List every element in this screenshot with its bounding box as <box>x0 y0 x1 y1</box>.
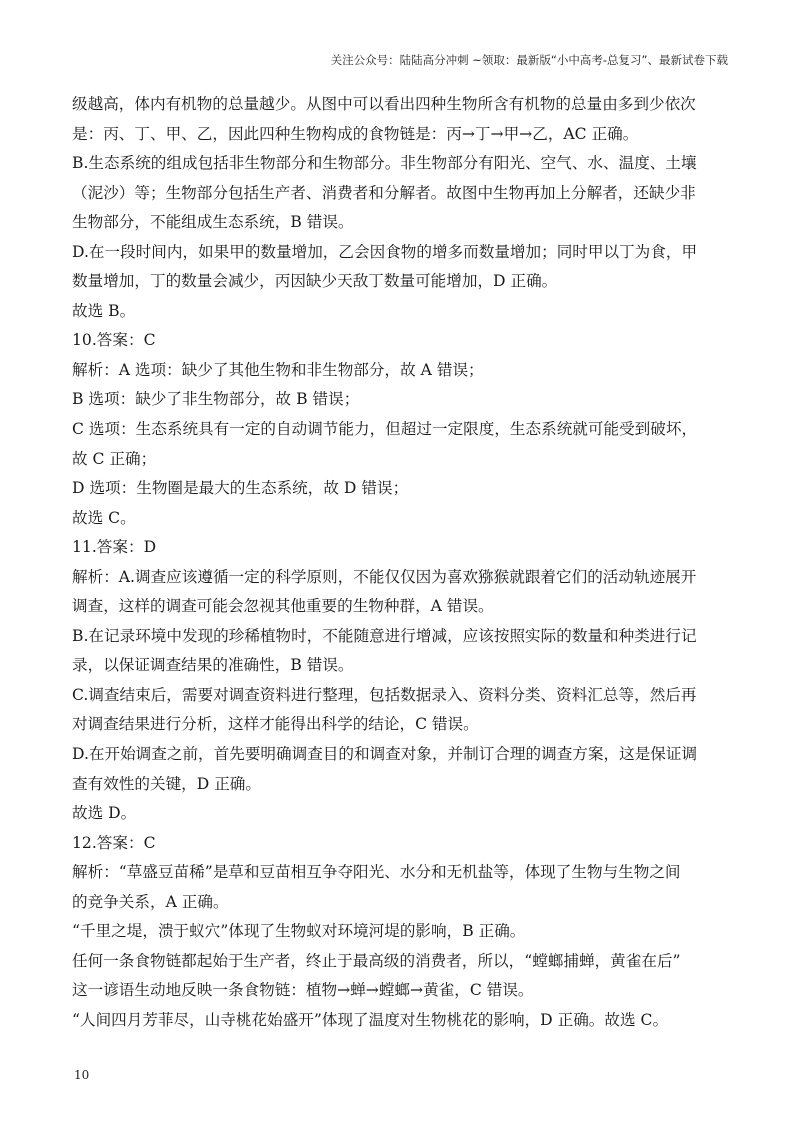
text-line: B 选项：缺少了非生物部分，故 B 错误； <box>72 390 360 409</box>
answer-heading: 11.答案：D <box>72 538 157 557</box>
text-line: 故 C 正确； <box>72 449 157 468</box>
text-line: 故选 B。 <box>72 301 136 320</box>
text-line: 故选 C。 <box>72 508 136 527</box>
text-line: 解析：A.调查应该遵循一定的科学原则，不能仅仅因为喜欢猕猴就跟着它们的活动轨迹展开 <box>72 567 697 586</box>
text-line: D.在开始调查之前，首先要明确调查目的和调查对象，并制订合理的调查方案，这是保证调 <box>72 745 698 764</box>
text-line: 这一谚语生动地反映一条食物链：植物→蝉→螳螂→黄雀，C 错误。 <box>72 981 534 1000</box>
text-line: 解析：“草盛豆苗稀”是草和豆苗相互争夺阳光、水分和无机盐等，体现了生物与生物之间 <box>72 863 681 882</box>
text-line: “千里之堤，溃于蚁穴”体现了生物蚁对环境河堤的影响，B 正确。 <box>72 922 526 941</box>
text-line: “人间四月芳菲尽，山寺桃花始盛开”体现了温度对生物桃花的影响，D 正确。故选 C。 <box>72 1010 669 1029</box>
document-body <box>72 90 732 1036</box>
text-line: C.调查结束后，需要对调查资料进行整理，包括数据录入、资料分类、资料汇总等，然后再 <box>72 685 697 704</box>
text-line: 查有效性的关键，D 正确。 <box>72 774 261 793</box>
text-line: 故选 D。 <box>72 804 137 823</box>
page-number: 10 <box>74 1068 90 1082</box>
text-line: 调查，这样的调查可能会忽视其他重要的生物种群，A 错误。 <box>72 597 494 616</box>
answer-heading: 10.答案：C <box>72 331 156 350</box>
answer-heading: 12.答案：C <box>72 833 156 852</box>
text-line: 的竞争关系，A 正确。 <box>72 892 229 911</box>
text-line: B.生态系统的组成包括非生物部分和生物部分。非生物部分有阳光、空气、水、温度、土壤 <box>72 154 697 173</box>
text-line: 解析：A 选项：缺少了其他生物和非生物部分，故 A 错误； <box>72 360 484 379</box>
text-line: 录，以保证调查结果的准确性，B 错误。 <box>72 656 354 675</box>
text-line: D 选项：生物圈是最大的生态系统，故 D 错误； <box>72 479 409 498</box>
text-line: B.在记录环境中发现的珍稀植物时，不能随意进行增减，应该按照实际的数量和种类进行记 <box>72 626 697 645</box>
text-line: 数量增加，丁的数量会减少，丙因缺少天敌丁数量可能增加，D 正确。 <box>72 272 558 291</box>
page-header: 关注公众号：陆陆高分冲刺 ~领取：最新版“小中高考-总复习”、最新试卷下载 <box>330 53 728 67</box>
text-line: 任何一条食物链都起始于生产者，终止于最高级的消费者，所以，“螳螂捕蝉，黄雀在后” <box>72 951 681 970</box>
text-line: D.在一段时间内，如果甲的数量增加，乙会因食物的增多而数量增加；同时甲以丁为食，甲 <box>72 242 698 261</box>
text-line: 是：丙、丁、甲、乙，因此四种生物构成的食物链是：丙→丁→甲→乙，AC 正确。 <box>72 124 639 143</box>
text-line: 级越高，体内有机物的总量越少。从图中可以看出四种生物所含有机物的总量由多到少依次 <box>72 95 696 113</box>
text-line: C 选项：生态系统具有一定的自动调节能力，但超过一定限度，生态系统就可能受到破坏， <box>72 420 698 439</box>
text-line: 生物部分，不能组成生态系统，B 错误。 <box>72 213 354 232</box>
text-line: （泥沙）等；生物部分包括生产者、消费者和分解者。故图中生物再加上分解者，还缺少非 <box>72 183 696 202</box>
text-line: 对调查结果进行分析，这样才能得出科学的结论，C 错误。 <box>72 715 479 734</box>
